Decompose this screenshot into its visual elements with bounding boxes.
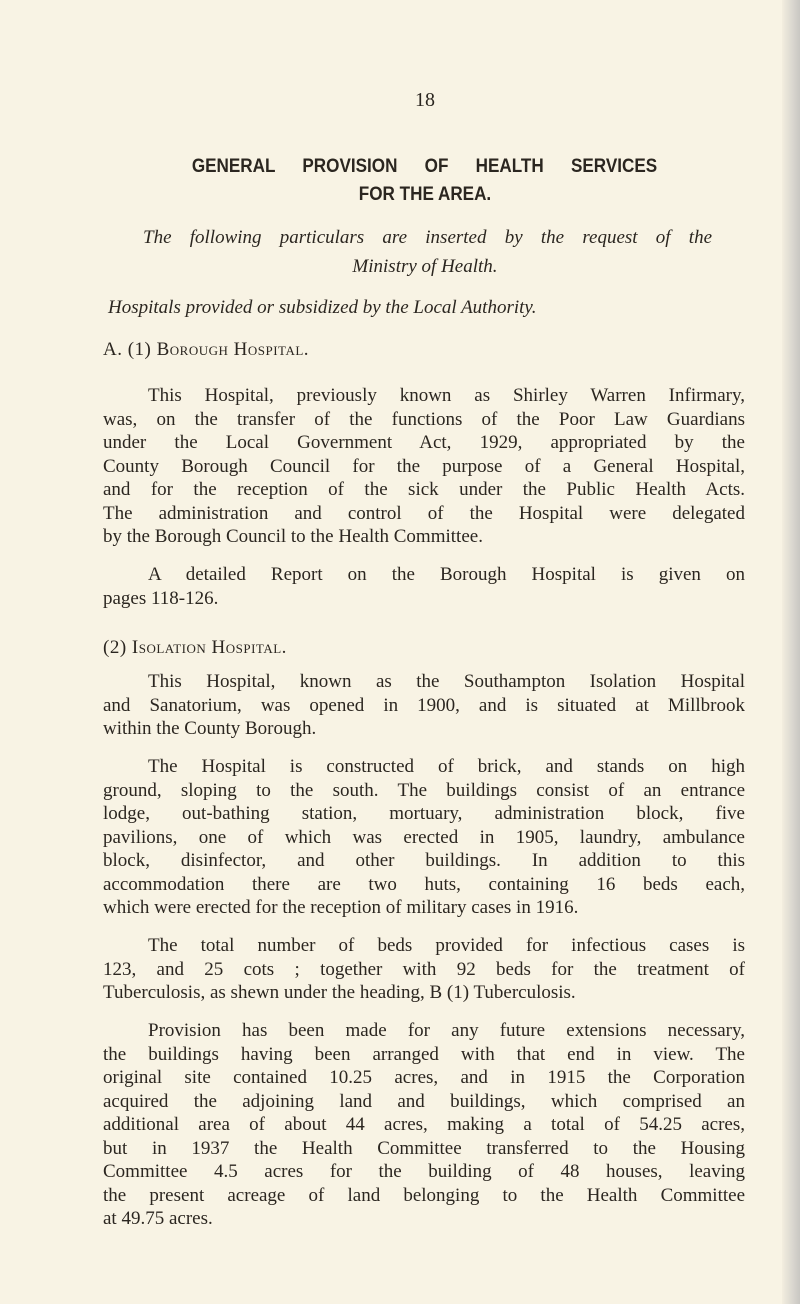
paragraph-line: The total number of beds provided for infectious cases is [148,935,745,956]
paragraph-line: under the Local Government Act, 1929, appropriated by the [103,432,745,453]
paragraph-line: ground, sloping to the south. The buildings consist of an entrance [103,779,745,801]
paragraph-line: additional area of about 44 acres, making a total of 54.25 acres, [103,1114,745,1135]
section-heading-borough-hospital: A. (1) Borough Hospital. [103,339,310,360]
paragraph-line: The Hospital is constructed of brick, and stands on high [148,756,745,777]
subheading: Hospitals provided or subsidized by the Local Authority. [108,297,537,318]
paragraph-line: The administration and control of the Hospital were delegated [103,502,745,524]
paragraph-line: This Hospital, previously known as Shirley Warren Infirmary, [148,385,745,406]
paragraph-line: the buildings having been arranged with that end in view. The [103,1043,745,1065]
paragraph-line: lodge, out-bathing station, mortuary, administration block, five [103,803,745,824]
paragraph-line: This Hospital, known as the Southampton Isolation Hospital [148,671,745,692]
paragraph-line: the present acreage of land belonging to the Health Committee [103,1184,745,1206]
paragraph-line: within the County Borough. [103,718,317,739]
paragraph-line: Tuberculosis, as shewn under the heading, B (1) Tuberculosis. [103,982,576,1003]
paragraph-line: which were erected for the reception of military cases in 1916. [103,897,579,918]
paragraph-line: Committee 4.5 acres for the building of 48 houses, leaving [103,1161,745,1182]
paragraph-line: original site contained 10.25 acres, and in 1915 the Corporation [103,1067,745,1088]
paragraph-line: pages 118-126. [103,587,219,609]
paragraph-line: County Borough Council for the purpose of a General Hospital, [103,455,745,477]
paragraph-line: 123, and 25 cots ; together with 92 beds for the treatment of [103,958,745,980]
paragraph-line: block, disinfector, and other buildings. In addition to this [103,850,745,871]
paragraph-line: Provision has been made for any future extensions necessary, [148,1020,745,1041]
paragraph-line: at 49.75 acres. [103,1208,213,1229]
paragraph-line: was, on the transfer of the functions of the Poor Law Guardians [103,408,745,430]
paragraph-line: but in 1937 the Health Committee transferred to the Housing [103,1137,745,1159]
paragraph-line: and for the reception of the sick under the Public Health Acts. [103,479,745,500]
page-title: GENERAL PROVISION OF HEALTH SERVICES [191,156,658,177]
section-heading-isolation-hospital: (2) Isolation Hospital. [103,637,287,658]
paragraph-line: A detailed Report on the Borough Hospital is given on [148,564,745,585]
page-title: FOR THE AREA. [358,184,492,205]
paragraph-line: pavilions, one of which was erected in 1905, laundry, ambulance [103,826,745,848]
paragraph-line: and Sanatorium, was opened in 1900, and is situated at Millbrook [103,694,745,716]
paragraph-line: acquired the adjoining land and buildings, which comprised an [103,1090,745,1112]
paragraph-line: by the Borough Council to the Health Committee. [103,526,483,547]
intro-note: Ministry of Health. [352,256,498,277]
page-number: 18 [415,89,435,111]
paragraph-line: accommodation there are two huts, containing 16 beds each, [103,873,745,895]
intro-note: The following particulars are inserted by the request of the [143,227,712,248]
